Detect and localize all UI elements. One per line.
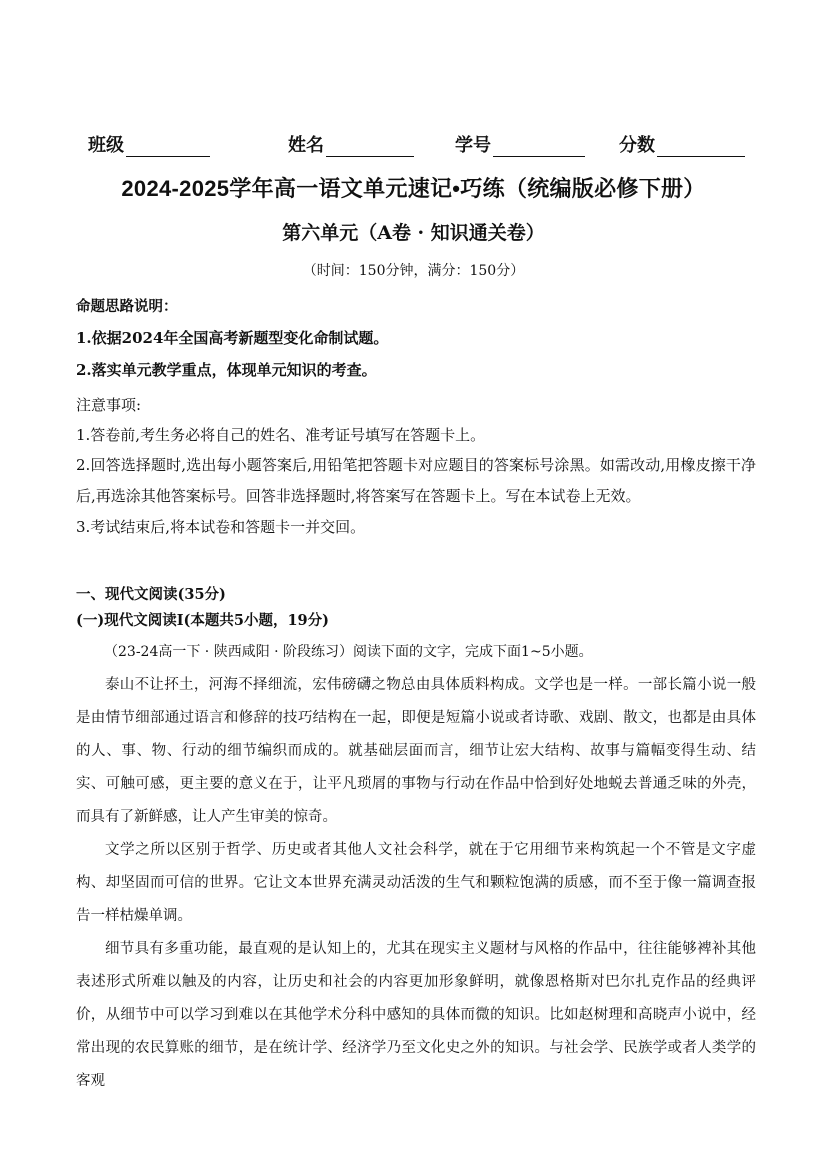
section-reading — [76, 583, 756, 1098]
exam-subtitle: 第六单元（A卷 · 知识通关卷） — [282, 222, 545, 244]
reading-paragraph-1: 泰山不让抔土，河海不择细流，宏伟磅礴之物总由具体质料构成。文学也是一样。一部长篇小说一般是由情节细部通过语言和修辞的技巧结构在一起，即便是短篇小说或者诗歌、戏剧、散文，也都是由具体的人、事、物、行动的细节编织而成的。就基础层面而言，细节让宏大结构、故事与篇幅变得生动、结实、可触可感，更主要的意义在于，让平凡琐屑的事物与行动在作品中恰到好处地蜕去普通乏味的外壳，而具有了新鲜感，让人产生审美的惊奇。 — [76, 677, 756, 825]
score-blank-line[interactable] — [657, 136, 745, 157]
reading-paragraph-2: 文学之所以区别于哲学、历史或者其他人文社会科学，就在于它用细节来构筑起一个不管是文字虚构、却坚固而可信的世界。它让文本世界充满灵动活泼的生气和颗粒饱满的质感，而不至于像一篇调查报告一样枯燥单调。 — [76, 842, 756, 924]
score-label: 分数 — [619, 135, 655, 156]
note-item-1: 1.答卷前,考生务必将自己的姓名、准考证号填写在答题卡上。 — [76, 426, 486, 444]
note-item-2: 2.回答选择题时,选出每小题答案后,用铅笔把答题卡对应题目的答案标号涂黑。如需改动,用橡皮擦干净后,再选涂其他答案标号。回答非选择题时,将答案写在答题卡上。写在本试卷上无效。 — [76, 456, 756, 505]
score-field[interactable] — [619, 131, 745, 157]
student-id-blank-line[interactable] — [493, 136, 585, 157]
class-field[interactable] — [88, 131, 210, 157]
name-field[interactable] — [288, 131, 414, 157]
student-id-field[interactable] — [455, 131, 585, 157]
section-subtitle: (一)现代文阅读Ⅰ(本题共5小题，19分) — [76, 612, 329, 629]
intro-section — [76, 292, 756, 386]
intro-heading: 命题思路说明： — [76, 298, 178, 315]
reading-paragraph-3: 细节具有多重功能，最直观的是认知上的，尤其在现实主义题材与风格的作品中，往往能够裨补其他表述形式所难以触及的内容，让历史和社会的内容更加形象鲜明，就像恩格斯对巴尔扎克作品的经典评价，从细节中可以学习到难以在其他学术分科中感知的具体而微的知识。比如赵树理和高晓声小说中，经常出现的农民算账的细节，是在统计学、经济学乃至文化史之外的知识。与社会学、民族学或者人类学的客观 — [76, 941, 756, 1089]
note-item-3: 3.考试结束后,将本试卷和答题卡一并交回。 — [76, 518, 366, 536]
class-blank-line[interactable] — [126, 136, 210, 157]
intro-point-2: 2.落实单元教学重点，体现单元知识的考查。 — [76, 361, 377, 379]
notes-section — [76, 390, 756, 542]
class-label: 班级 — [88, 135, 124, 156]
reading-source: （23-24高一下 · 陕西咸阳 · 阶段练习）阅读下面的文字，完成下面1~5小题。 — [104, 644, 593, 660]
name-label: 姓名 — [288, 135, 324, 156]
time-info: （时间：150分钟，满分：150分） — [302, 263, 525, 279]
section-title: 一、现代文阅读(35分) — [76, 586, 226, 603]
name-blank-line[interactable] — [326, 136, 414, 157]
intro-point-1: 1.依据2024年全国高考新题型变化命制试题。 — [76, 329, 389, 347]
exam-title: 2024-2025学年高一语文单元速记•巧练（统编版必修下册） — [121, 176, 706, 201]
student-info-fields — [88, 131, 758, 157]
notes-heading: 注意事项: — [76, 396, 142, 414]
student-id-label: 学号 — [455, 135, 491, 156]
